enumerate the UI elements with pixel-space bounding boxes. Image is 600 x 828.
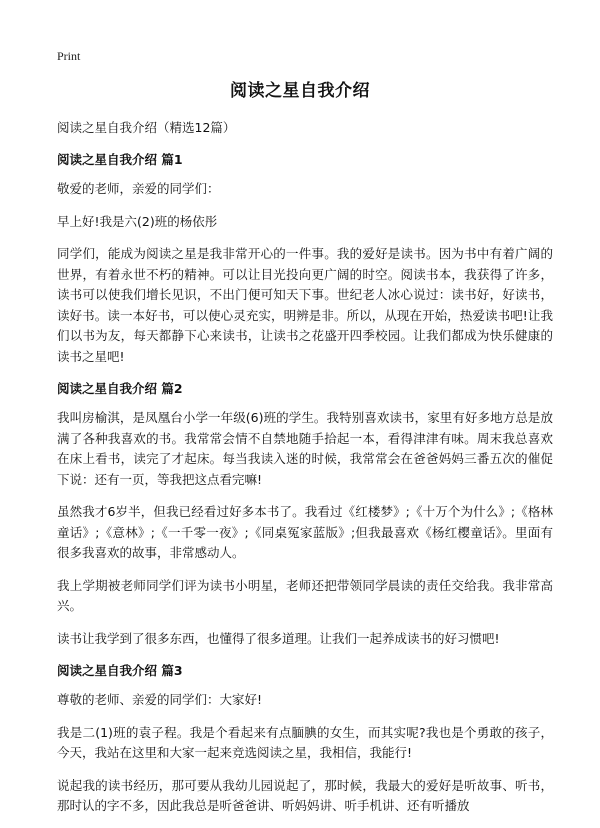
page-title: 阅读之星自我介绍 — [230, 81, 370, 101]
paragraph: 读书让我学到了很多东西，也懂得了很多道理。让我们一起养成读书的好习惯吧! — [57, 630, 500, 646]
article-body — [57, 118, 553, 828]
paragraph: 我上学期被老师同学们评为读书小明星，老师还把带领同学晨读的责任交给我。我非常高兴。 — [57, 577, 553, 613]
paragraph: 尊敬的老师、亲爱的同学们：大家好! — [57, 692, 263, 707]
paragraph: 我是二(1)班的袁子程。我是个看起来有点腼腆的女生，而其实呢?我也是个勇敢的孩子，今天，我站在这里和大家一起来竞选阅读之星，我相信，我能行! — [57, 724, 553, 760]
section-heading: 阅读之星自我介绍 篇2 — [57, 381, 183, 396]
paragraph: 说起我的读书经历，那可要从我幼儿园说起了，那时候，我最大的爱好是听故事、听书，那时认的字不多，因此我总是听爸爸讲、听妈妈讲、听手机讲、还有听播放 — [57, 777, 553, 813]
section-heading: 阅读之星自我介绍 篇3 — [57, 663, 183, 678]
print-link[interactable]: Print — [57, 49, 81, 63]
section-2 — [57, 379, 553, 649]
paragraph: 敬爱的老师，亲爱的同学们： — [57, 181, 220, 196]
section-1 — [57, 150, 553, 367]
section-heading: 阅读之星自我介绍 篇1 — [57, 152, 183, 167]
article-subtitle: 阅读之星自我介绍（精选12篇） — [57, 120, 236, 135]
paragraph: 同学们，能成为阅读之星是我非常开心的一件事。我的爱好是读书。因为书中有着广阔的世界，有着永世不朽的精神。可以让目光投向更广阔的时空。阅读书本，我获得了许多，读书可以使我们增长见识，不出门便可知天下事。世纪老人冰心说过：读书好，好读书，读好书。读一本好书，可以使心灵充实，明辨是非。所以，从现在开始，热爱读书吧!让我们以书为友，每天都静下心来读书，让读书之花盛开四季校园。让我们都成为快乐健康的读书之星吧! — [57, 246, 553, 364]
paragraph: 我叫房榆淇，是凤凰台小学一年级(6)班的学生。我特别喜欢读书，家里有好多地方总是放满了各种我喜欢的书。我常常会情不自禁地随手拾起一本，看得津津有味。周末我总喜欢在床上看书，读完了才起床。每当我读入迷的时候，我常常会在爸爸妈妈三番五次的催促下说：还有一页，等我把这点看完嘛! — [57, 410, 553, 487]
paragraph: 虽然我才6岁半，但我已经看过好多本书了。我看过《红楼梦》;《十万个为什么》;《格林童话》;《意林》;《一千零一夜》;《同桌冤家蓝版》;但我最喜欢《杨红樱童话》。里面有很多我喜欢的故事，非常感动人。 — [57, 504, 553, 560]
paragraph: 早上好!我是六(2)班的杨依彤 — [57, 213, 218, 229]
section-3 — [57, 661, 553, 817]
